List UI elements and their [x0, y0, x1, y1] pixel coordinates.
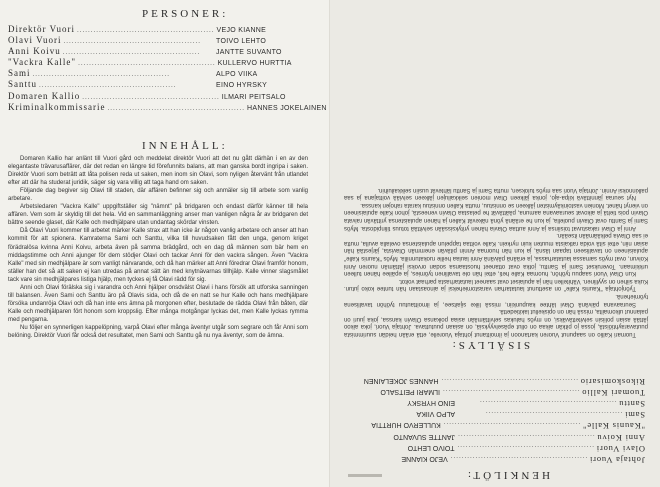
cast-role: Sami — [624, 410, 645, 421]
content-heading: INNEHÅLL: — [142, 140, 228, 152]
synopsis-paragraph: Nyt seuraa jännittävä kilpa-ajo, jonka jälkeen Olavi monien seikkailujen jälkeen selviää voittajana ja saa palkinnoksi Annin. Johtaja Vuori saa myös tuloksen, mutta Sami ja Santtu lähtevät uusiin seikkailuihin. — [344, 186, 648, 201]
cast-row — [345, 431, 645, 442]
cast-heading: PERSONER: — [142, 8, 229, 20]
cast-actor: TOIVO LEHTO — [407, 443, 455, 451]
cast-actor: ILMARI PEITSALO — [221, 93, 286, 101]
synopsis-paragraph: Följande dag begiver sig Olavi till staden, där affären befinner sig och anmäler sig till arbete som vanlig arbetare. — [8, 188, 308, 203]
dot-leader: .................................................. — [39, 81, 177, 90]
cast-row — [8, 57, 326, 68]
synopsis-paragraph: Anni och Olavi förälska sig i varandra och Anni hjälper onsdvälst Olavi i hans försök att utforska sanningen till balansen. Även Sami och Santtu äro på Olavis sida, och då de en natt se hur Kalle och hans medhjälpare försöka undanröja Olavi och då han inte ens ämna på morgonen efter, beslutade de rädda Olavi från båten, där Kalle och medhjälparen fört honom som kroppslig. Efter många motgångar lyckas det, men Kalle lyckas rymma med pengarna. — [8, 284, 308, 323]
cast-list — [345, 376, 645, 466]
synopsis-paragraph: Arbetsledaren "Vackra Kalle" uppgiftställer sig "nämnt" på bridgaren och endast därför känner till hela affären. Vem som är skyldig till det hela. Vid en sammanläggning anser man vanligen några år av bridgaren det bättre seende glaset, där Kalle och medhjälpare utan undantag skördar vinsten. — [8, 204, 308, 227]
dot-leader: .................................................. — [107, 103, 245, 112]
cast-row — [345, 398, 645, 409]
cast-role: Anni Koivu — [596, 432, 645, 443]
cast-actor: VEJO KIANNE — [401, 455, 448, 462]
synopsis — [344, 185, 648, 337]
cast-row — [8, 68, 326, 79]
cast-role: Olavi Vuori — [8, 35, 62, 46]
dot-leader: .................................................. — [478, 399, 617, 408]
dot-leader: .................................................. — [63, 37, 202, 46]
dot-leader: .................................................. — [449, 455, 588, 463]
dot-leader: .................................................. — [32, 70, 171, 79]
cast-actor: JANTTE SUVANTO — [393, 432, 455, 440]
synopsis-paragraph: Nu följer en synnerligen kappelöpning, varpå Olavi efter många äventyr utgår som segrare och får Anni som belöning. Direktör Vuori får också det resultatet, men Sami och Santtu gå nu nya äventyr, som de ämna. — [8, 324, 308, 340]
dot-leader: .................................................. — [484, 410, 623, 419]
cast-row — [345, 409, 645, 420]
synopsis — [8, 155, 308, 340]
dot-leader: .................................................. — [442, 421, 581, 430]
dot-leader: .................................................. — [457, 432, 595, 441]
dot-leader: .................................................. — [77, 26, 215, 34]
cast-role: Tuomari Kallio — [581, 387, 645, 398]
cast-actor: EINO HYRSKY — [216, 82, 268, 90]
cast-row — [345, 387, 645, 398]
cast-row — [8, 91, 326, 102]
cast-role: Rikoskomisario — [579, 376, 645, 387]
cast-row — [8, 79, 326, 90]
cast-row — [345, 443, 645, 454]
synopsis-paragraph: Tuomari Kallio on saapunut Vuoren kartanoon ja ilmoittanut johtaja Vuorelle, että erään heidän suurimmista puutavarayhtiöistä, jossa jo pitkän aikaa on ollut epäselvyyksiä, on asiaan puututtava. Johtaja Vuori, joka aikoo jättää asian poliisin selvitettäväksi, on myös halukas selvittämään asiaa poikansa Olavin kanssa, joka juuri on palannut ulkomailta, missä hän on opiskellut lakitiedettä. — [344, 308, 648, 337]
cast-actor: ALPO VIIKA — [216, 71, 258, 79]
cast-row — [8, 24, 326, 35]
cast-role: Olavi Vuori — [596, 443, 645, 454]
content-heading: SISÄLLYS: — [449, 339, 530, 351]
cast-actor: JANTTE SUVANTO — [216, 49, 282, 57]
cast-role: Direktör Vuori — [8, 24, 76, 34]
right-page — [330, 0, 660, 487]
cast-row — [8, 35, 326, 46]
synopsis-paragraph: Domaren Kallio har anlänt till Vuori gård och meddelat direktör Vuori att det nu gått därhän i en av den elegantaste trävarusaffärer, där det redan en längre tid förefunnits balans, att man ganska bordt ingripa i saken. Direktör Vuori som beträtt att låta polisen reda ut saken, men inom sin Olavi, som nyligen återvänt från utlandet efter att där ha studerat juridik, säger sig vara villig att taga hand om saken. — [8, 156, 308, 187]
cast-actor: HANNES JOKELAINEN — [363, 376, 439, 384]
cast-role: Johtaja Vuori — [589, 455, 645, 465]
dot-leader: .................................................. — [440, 376, 578, 385]
cast-actor: ILMARI PEITSALO — [380, 387, 440, 395]
synopsis-paragraph: Kun Olavi Vuori saapuu työhön, huomaa Kalle heti, ettei hän ole tavallinen työmies, ja epäilee hänen tulleen urkkimaan. Toverukset Sami ja Santtu, jotka ovat ottaneet huostaansa sodan orvoksi jättämän nuoren Anni Koivun, ovat myös samassa lautatarhassa, ja eräänä päivänä Anni laulaa heille ruokatunnilla. Myös "Kaunis Kalle" apulaisineen on tavalliseen tapaan läsnä, ja kun hän huomaa Annin pitävän enemmän Olavista, järjestää hän asian niin, ettei sitä voida ratkaista muuten kuin nyrkein. Kalle voittaa tappelun apulaistensa ovelalla avulla, mutta ei saa Olavia pelkäämään itseään. — [344, 232, 648, 277]
cast-actor: HANNES JOKELAINEN — [247, 104, 327, 112]
cast-row — [345, 376, 645, 387]
cast-role: Anni Koivu — [8, 46, 61, 57]
dot-leader: .................................................. — [82, 92, 220, 101]
cast-role: Kriminalkommissarie — [8, 101, 106, 112]
cast-role: Santtu — [618, 399, 645, 410]
cast-actor: KULLERVO HURTTIA — [217, 60, 292, 68]
synopsis-paragraph: Työnjohtaja "Kaunis Kalle" on asettunut lautatarhan varastomieheksi ja ainoastaan hän tuntee koko jutun. Kuka siihen on syyllinen. Vähitellen hän ja apulaiset ovat saaneet lautatarhasta parhaat voitot. — [344, 277, 648, 292]
upside-down-page-content — [330, 0, 660, 487]
cast-role: Domaren Kallio — [8, 90, 81, 101]
synopsis-paragraph: Seuraavana päivänä Olavi lähtee kaupunkiin, missä liike sijaitsee, ja ilmoittautuu työhön tavallisena työmiehenä. — [344, 293, 648, 307]
dot-leader: .................................................. — [78, 59, 216, 68]
cast-role: "Vackra Kalle" — [8, 57, 77, 68]
cast-role: Sami — [8, 68, 31, 79]
synopsis-paragraph: Anni ja Olavi rakastuvat toisiinsa ja Anni auttaa Olavia hänen yrityksissään selvittää totuus tilinpidosta. Myös Sami ja Santtu ovat Olavin puolella, ja kun he eräänä yönä näkevät Kallen ja hänen apulaistensa yrittävän raivata Olavin pois tieltä ja aikovat seuraavana aamuna, päättävät he pelastaa Olavin veneestä, johon Kalle apulaisineen on vienyt hänet. Monien vastoinkäymisten jälkeen se onnistuu, mutta Kallen onnistuu karata rahojen kanssa. — [344, 201, 648, 231]
cast-row — [345, 454, 645, 465]
synopsis-paragraph: Då Olavi Vuori kommer till arbetet märker Kalle strax att han icke är någon vanlig arbetare och anser att han kommit för att spionera. Kamraterna Sami och Santtu, vilka till huvudsaken fått den unga, genom kriget förädralösa kvinna Anni Koivu, arbeta även på samma brädgård, och en dag då männen som bär hem en middagstimme och Anni ajunger för dem stödjer Olavi och tackar Anni för den vackra sången. Även "Vackra Kalle" med sin medhjälpare är som vanligt närvarande, och då han märker att Anni föredrar Olavi framför honom, ställer han det så att saken ej kan utredas på annat sätt än med knytnävarnas tillhjälp. Kalle vinner slagsmålet tack vare sin medhjälpares listiga hjälp, men tyckes ej få Olavi rädd för sig. — [8, 228, 308, 283]
cast-role: "Kaunis Kalle" — [582, 421, 645, 432]
cast-row — [8, 46, 326, 57]
cast-actor: ALPO VIIKA — [416, 410, 455, 418]
cast-list — [8, 24, 326, 113]
cast-actor: KULLERVO HURTTIA — [371, 421, 441, 429]
dot-leader: .................................................. — [441, 387, 580, 396]
dot-leader: .................................................. — [456, 443, 595, 452]
cast-actor: TOIVO LEHTO — [216, 38, 267, 46]
dot-leader: .................................................. — [62, 48, 201, 57]
cast-heading: HENKILÖT: — [464, 469, 550, 481]
cast-role: Santtu — [8, 79, 38, 90]
cast-row — [345, 420, 645, 431]
cast-actor: EINO HYRSKY — [407, 399, 455, 407]
print-mark — [348, 474, 382, 477]
cast-actor: VEJO KIANNE — [216, 27, 267, 34]
cast-row — [8, 102, 326, 113]
